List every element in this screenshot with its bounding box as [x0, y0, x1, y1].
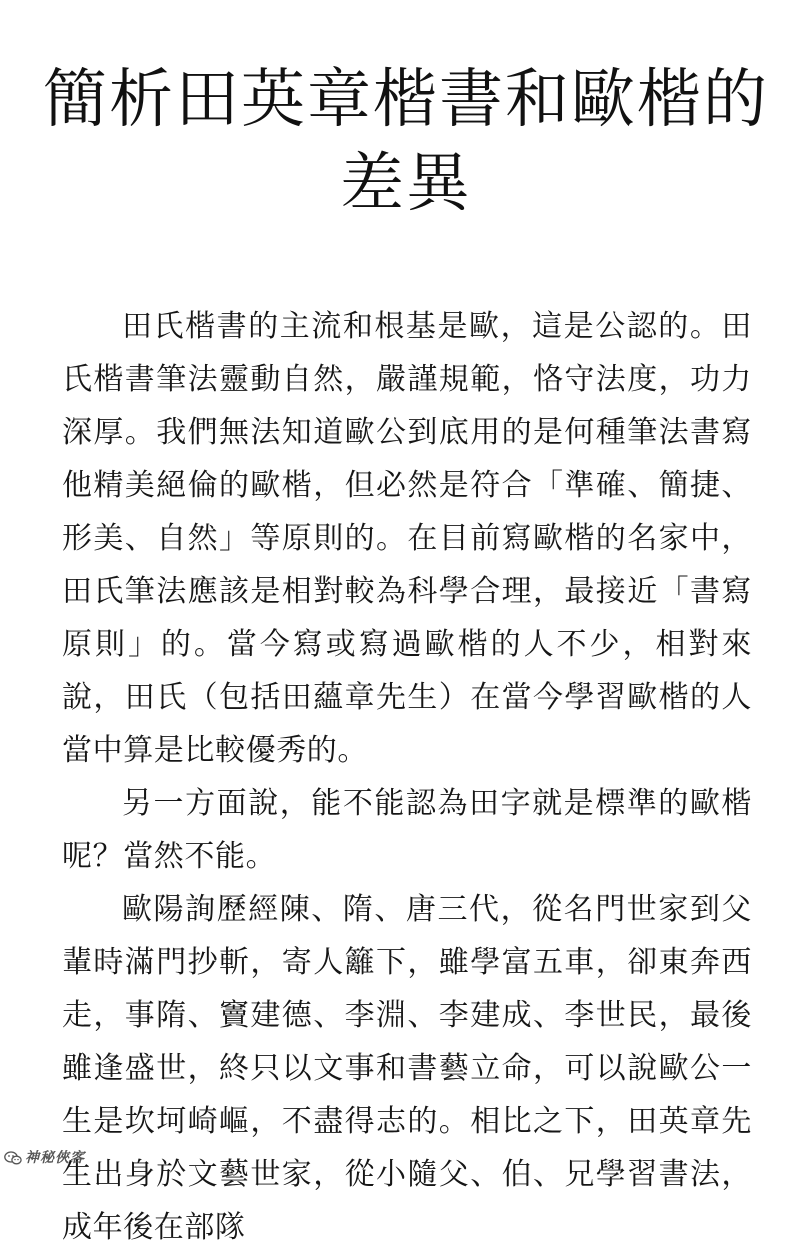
- watermark-text: 神秘俠客: [25, 1150, 85, 1166]
- article-title: 簡析田英章楷書和歐楷的差異: [43, 63, 769, 221]
- article-body: [62, 300, 752, 1254]
- paragraph-3: 歐陽詢歷經陳、隋、唐三代，從名門世家到父輩時滿門抄斬，寄人籬下，雖學富五車，卻東奔西走，事隋、竇建德、李淵、李建成、李世民，最後雖逢盛世，終只以文事和書藝立命，可以說歐公一生是坎坷崎嶇，不盡得志的。相比之下，田英章先生出身於文藝世家，從小隨父、伯、兄學習書法，成年後在部隊: [62, 892, 752, 1245]
- wechat-icon: [4, 1151, 22, 1165]
- paragraph-2: 另一方面說，能不能認為田字就是標準的歐楷呢？當然不能。: [62, 786, 752, 874]
- paragraph-1: 田氏楷書的主流和根基是歐，這是公認的。田氏楷書筆法靈動自然，嚴謹規範，恪守法度，功力深厚。我們無法知道歐公到底用的是何種筆法書寫他精美絕倫的歐楷，但必然是符合「準確、簡捷、形美、自然」等原則的。在目前寫歐楷的名家中，田氏筆法應該是相對較為科學合理，最接近「書寫原則」的。當今寫或寫過歐楷的人不少，相對來說，田氏（包括田蘊章先生）在當今學習歐楷的人當中算是比較優秀的。: [62, 309, 752, 768]
- watermark: [4, 1150, 85, 1166]
